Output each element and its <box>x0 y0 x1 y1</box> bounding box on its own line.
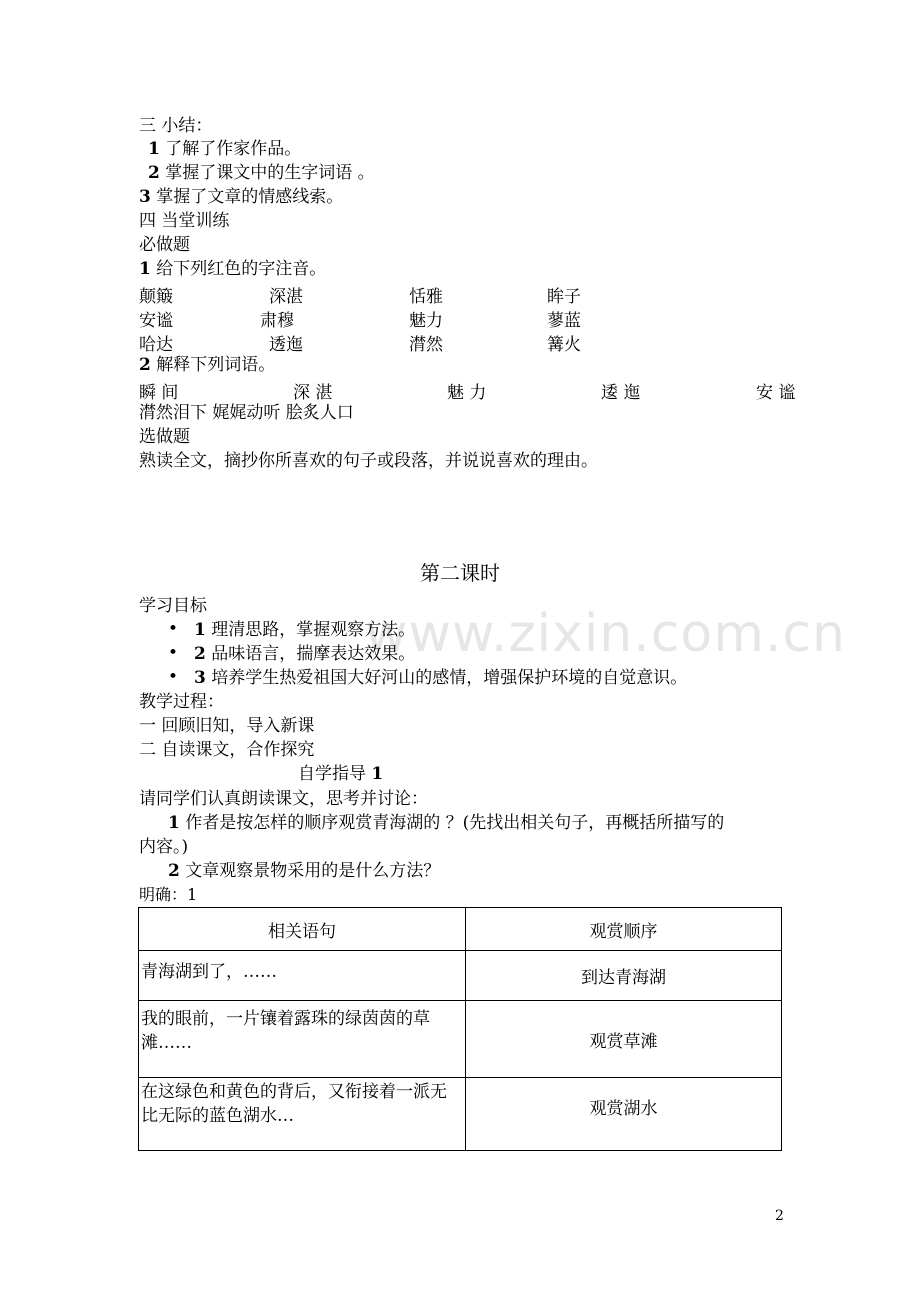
required-label: 必做题 <box>139 235 190 255</box>
word: 眸子 <box>547 287 581 307</box>
summary-heading: 三 小结： <box>139 116 213 136</box>
table-row <box>139 1078 782 1151</box>
summary-item: 3 掌握了文章的情感线索。 <box>139 187 344 207</box>
sentence-cell: 我的眼前，一片镶着露珠的绿茵茵的草滩…… <box>139 1001 466 1078</box>
question-1: 1 给下列红色的字注音。 <box>139 259 327 279</box>
goals-label: 学习目标 <box>139 596 207 616</box>
order-cell: 到达青海湖 <box>466 951 782 1001</box>
bullet-icon: • <box>168 643 179 663</box>
word: 恬雅 <box>409 287 443 307</box>
bullet-icon: • <box>168 667 179 687</box>
word: 颠簸 <box>139 287 173 307</box>
goal-item: 1 理清思路，掌握观察方法。 <box>194 620 416 640</box>
term: 深 湛 <box>293 383 333 403</box>
process-label: 教学过程： <box>139 692 224 712</box>
table-row <box>139 951 782 1001</box>
answer-label: 明确：1 <box>139 885 198 904</box>
order-cell: 观赏草滩 <box>466 1001 782 1078</box>
term: 安 谧 <box>756 383 796 403</box>
reference-table <box>138 907 782 1151</box>
guide-question-2: 2 文章观察景物采用的是什么方法？ <box>168 861 441 881</box>
guide-question-1-cont: 内容。) <box>139 837 189 857</box>
word: 潸然 <box>409 335 443 355</box>
word: 肃穆 <box>260 311 294 331</box>
lesson-title: 第二课时 <box>420 561 500 585</box>
goal-item: 2 品味语言，揣摩表达效果。 <box>194 644 416 664</box>
step-2: 二 自读课文，合作探究 <box>139 740 315 760</box>
sentence-cell: 青海湖到了，…… <box>139 951 466 1001</box>
optional-label: 选做题 <box>139 427 190 447</box>
summary-item: 2 掌握了课文中的生字词语 。 <box>148 163 375 183</box>
order-cell: 观赏湖水 <box>466 1078 782 1151</box>
word: 蓼蓝 <box>547 311 581 331</box>
page-number: 2 <box>775 1208 784 1224</box>
bullet-icon: • <box>168 619 179 639</box>
instruction: 请同学们认真朗读课文，思考并讨论： <box>139 789 428 809</box>
word: 篝火 <box>547 335 581 355</box>
goal-item: 3 培养学生热爱祖国大好河山的感情，增强保护环境的自觉意识。 <box>194 668 688 688</box>
question-2: 2 解释下列词语。 <box>139 355 276 375</box>
table-header-row <box>139 908 782 951</box>
term: 逶 迤 <box>601 383 641 403</box>
watermark: www.zixin.com.cn <box>365 604 846 664</box>
guide-question-1: 1 作者是按怎样的顺序观赏青海湖的 ？(先找出相关句子，再概括所描写的 <box>168 813 725 833</box>
practice-heading: 四 当堂训练 <box>139 211 230 231</box>
word: 深湛 <box>269 287 303 307</box>
optional-text: 熟读全文，摘抄你所喜欢的句子或段落，并说说喜欢的理由。 <box>139 451 598 471</box>
column-header: 相关语句 <box>139 908 466 951</box>
word: 透迤 <box>269 335 303 355</box>
column-header: 观赏顺序 <box>466 908 782 951</box>
word: 安谧 <box>139 311 173 331</box>
summary-item: 1 了解了作家作品。 <box>148 139 302 159</box>
term: 魅 力 <box>447 383 487 403</box>
guide-title: 自学指导 1 <box>298 764 384 784</box>
word: 魅力 <box>409 311 443 331</box>
table-row <box>139 1001 782 1078</box>
step-1: 一 回顾旧知，导入新课 <box>139 716 315 736</box>
word: 哈达 <box>139 335 173 355</box>
term: 瞬 间 <box>139 383 179 403</box>
sentence-cell: 在这绿色和黄色的背后，又衔接着一派无比无际的蓝色湖水… <box>139 1078 466 1151</box>
terms-row-2: 潸然泪下 娓娓动听 脍炙人口 <box>139 403 354 423</box>
